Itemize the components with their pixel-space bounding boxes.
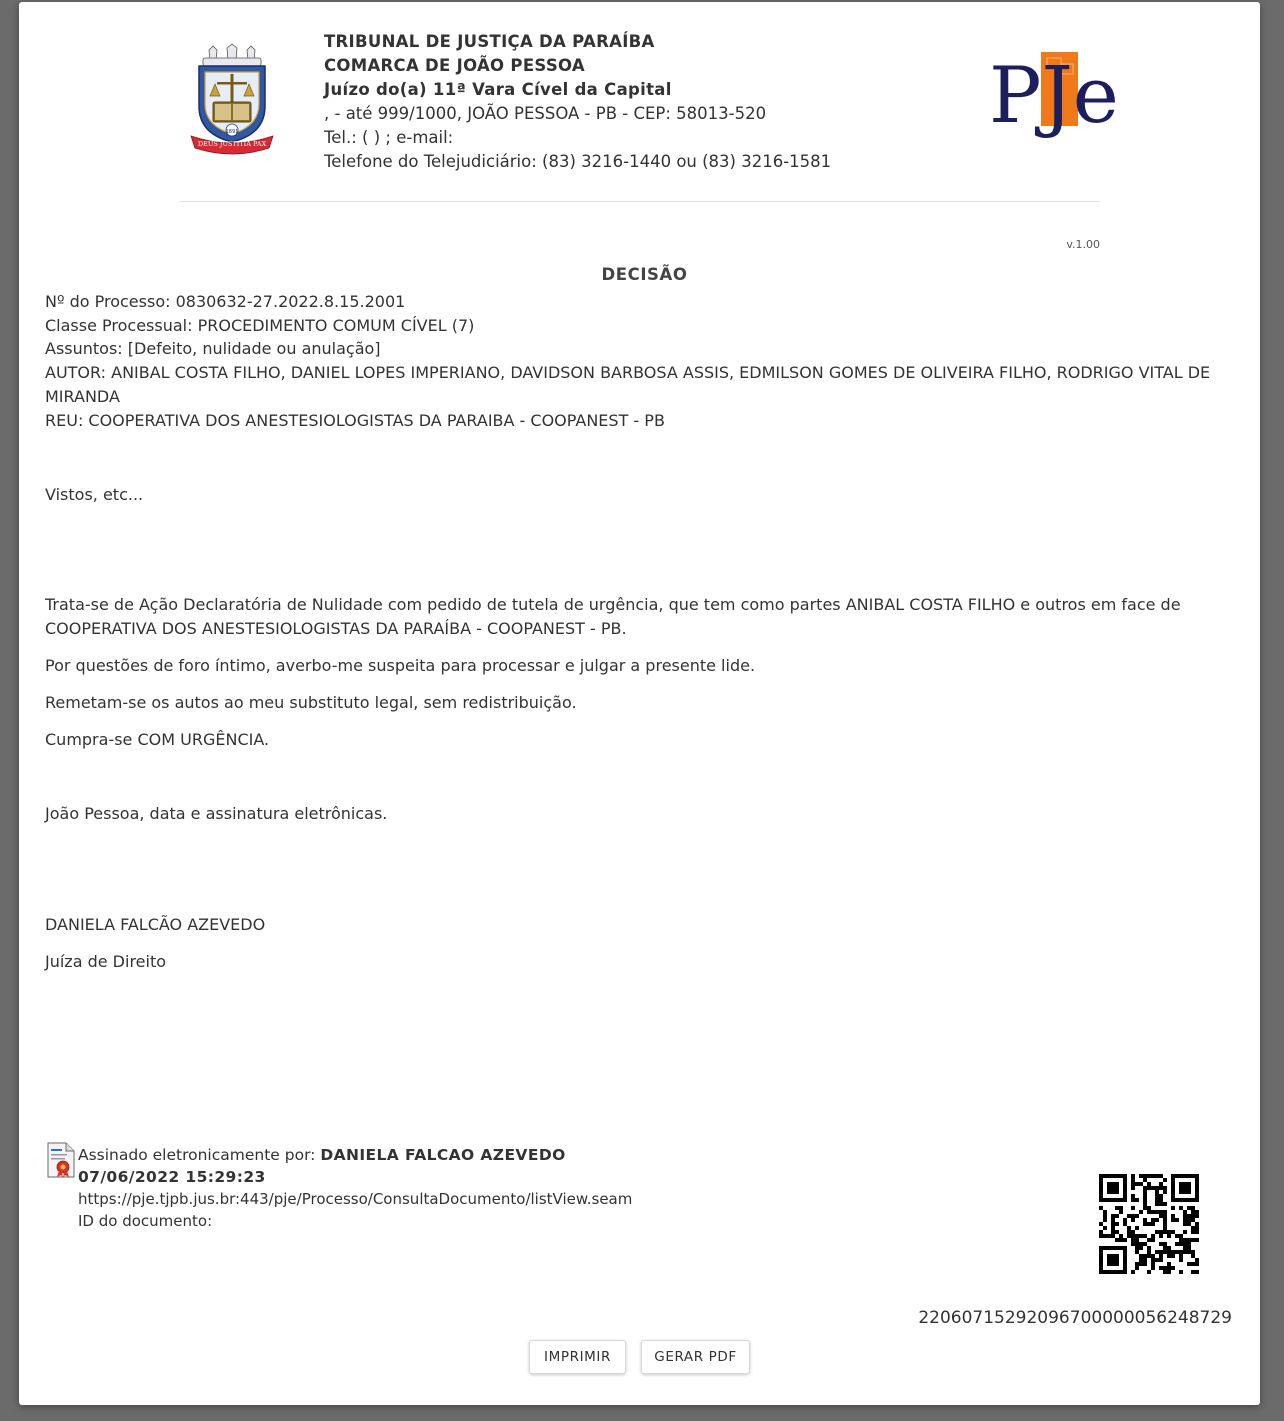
signature-datetime: 07/06/2022 15:29:23 [78, 1168, 266, 1186]
juizo-name: Juízo do(a) 11ª Vara Cível da Capital [324, 80, 672, 99]
judge-title: Juíza de Direito [45, 952, 167, 971]
place-date-paragraph: João Pessoa, data e assinatura eletrônicas. [45, 804, 388, 823]
signature-block [78, 1144, 632, 1232]
judge-name: DANIELA FALCÃO AZEVEDO [45, 915, 266, 934]
comarca-name: COMARCA DE JOÃO PESSOA [324, 56, 585, 75]
pje-logo-icon [989, 46, 1119, 154]
document-page [19, 2, 1260, 1405]
body-paragraph-4: Cumpra-se COM URGÊNCIA. [45, 730, 270, 749]
process-metadata [45, 290, 1225, 432]
signature-label: Assinado eletronicamente por: [78, 1146, 321, 1164]
verification-url[interactable]: https://pje.tjpb.jus.br:443/pje/Processo/ConsultaDocumento/listView.seam [78, 1190, 633, 1208]
court-crest-icon [189, 44, 275, 156]
process-author: AUTOR: ANIBAL COSTA FILHO, DANIEL LOPES IMPERIANO, DAVIDSON BARBOSA ASSIS, EDMILSON GOMES DE OLIVEIRA FILHO, RODRIGO VITAL DE MIRANDA [45, 363, 1211, 406]
header-divider [179, 201, 1100, 202]
document-id-label: ID do documento: [78, 1212, 213, 1230]
crest-year: 1891 [225, 129, 239, 135]
court-name: TRIBUNAL DE JUSTIÇA DA PARAÍBA [324, 32, 655, 51]
court-contact: Tel.: ( ) ; e-mail: [324, 128, 454, 147]
version-label: v.1.00 [1066, 238, 1100, 251]
telejudiciario-phone: Telefone do Telejudiciário: (83) 3216-1440 ou (83) 3216-1581 [324, 152, 832, 171]
court-header [324, 30, 831, 174]
document-number: 22060715292096700000056248729 [918, 1308, 1232, 1328]
process-subjects: Assuntos: [Defeito, nulidade ou anulação] [45, 339, 381, 359]
document-title: DECISÃO [601, 265, 688, 284]
signer-name: DANIELA FALCAO AZEVEDO [320, 1146, 566, 1164]
generate-pdf-button[interactable]: GERAR PDF [641, 1340, 750, 1374]
process-number: Nº do Processo: 0830632-27.2022.8.15.2001 [45, 292, 406, 311]
process-defendant: REU: COOPERATIVA DOS ANESTESIOLOGISTAS DA PARAIBA - COOPANEST - PB [45, 410, 665, 430]
pje-logo-text: PJe [989, 51, 1119, 141]
qr-code-icon [1099, 1174, 1199, 1274]
vistos-paragraph: Vistos, etc... [45, 485, 144, 504]
body-paragraph-2: Por questões de foro íntimo, averbo-me suspeita para processar e julgar a presente lide. [45, 656, 756, 675]
process-class: Classe Processual: PROCEDIMENTO COMUM CÍVEL (7) [45, 315, 475, 335]
print-button[interactable]: IMPRIMIR [529, 1340, 626, 1374]
body-paragraph-1: Trata-se de Ação Declaratória de Nulidade com pedido de tutela de urgência, que tem como partes ANIBAL COSTA FILHO e outros em face de COOPERATIVA DOS ANESTESIOLOGISTAS DA PARAÍBA - COOPANEST - PB. [45, 595, 1181, 638]
body-paragraph-3: Remetam-se os autos ao meu substituto legal, sem redistribuição. [45, 693, 577, 712]
crest-motto: DEUS JUSTITIA PAX [197, 140, 267, 148]
certificate-icon [46, 1141, 76, 1179]
court-address: , - até 999/1000, JOÃO PESSOA - PB - CEP: 58013-520 [324, 104, 767, 123]
